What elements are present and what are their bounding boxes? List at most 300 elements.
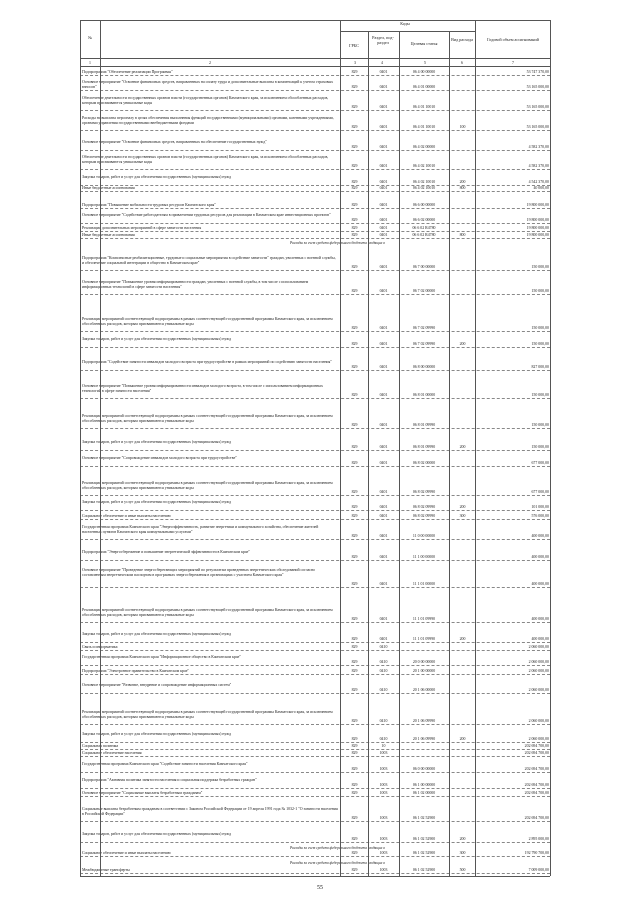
row-grbs: 829 xyxy=(351,581,358,586)
row-separator xyxy=(80,130,550,131)
row-grbs: 829 xyxy=(351,144,358,149)
row-vid: 200 xyxy=(459,504,466,509)
row-razdel: 1003 xyxy=(379,836,388,841)
row-vid: 200 xyxy=(459,636,466,641)
row-target: 06 6 02 00000 xyxy=(412,217,436,222)
row-separator xyxy=(80,223,550,224)
row-name: Социальное обеспечение и иные выплаты населению xyxy=(82,514,171,518)
row-grbs: 829 xyxy=(351,179,358,184)
row-grbs: 829 xyxy=(351,423,358,428)
row-target: 06 1 02 52900 xyxy=(412,836,436,841)
row-razdel: 0401 xyxy=(379,70,388,74)
row-target: 06 8 02 00000 xyxy=(412,460,436,465)
row-grbs: 829 xyxy=(351,70,358,74)
row-separator xyxy=(80,110,550,111)
grid-hline xyxy=(80,876,550,877)
row-separator xyxy=(80,724,550,725)
row-name: Реализация мероприятий соответствующей подпрограммы в рамках соответствующей государственной программы Камчатского края, за исключением обособленных расходов, которым присваиваются уникальные коды xyxy=(82,710,333,719)
row-name: Расходы на выплаты персоналу в целях обеспечения выполнения функций государственными (муниципальными) органами, казенными учреждениями, органами управления государственными внебюджетными фондами xyxy=(82,116,334,125)
row-name: Государственная программа Камчатского края "Содействие занятости населения Камчатского края" xyxy=(82,762,248,766)
row-vid: 200 xyxy=(459,179,466,184)
federal-funds-note: Расходы за счет средств федерального бюджета входящих в xyxy=(290,861,385,865)
row-target: 06 1 02 52900 xyxy=(412,816,436,821)
row-target: 20 1 06 09990 xyxy=(412,736,436,741)
row-target: 06 1 00 00000 xyxy=(412,782,436,787)
row-amount: 202 694 700,00 xyxy=(524,766,549,771)
row-target: 06 8 02 09990 xyxy=(412,514,436,518)
row-razdel: 0401 xyxy=(379,186,388,190)
row-target: 06 6 00 00000 xyxy=(412,203,436,207)
colnum-2: 2 xyxy=(209,61,211,65)
row-separator xyxy=(80,466,550,467)
row-vid: 200 xyxy=(459,836,466,841)
row-amount: 400 000,00 xyxy=(531,554,549,559)
row-separator xyxy=(80,238,550,239)
colnum-6: 6 xyxy=(461,61,463,65)
row-razdel: 1003 xyxy=(379,766,388,771)
row-grbs: 829 xyxy=(351,659,358,664)
row-separator xyxy=(80,495,550,496)
row-target: 06 1 02 00000 xyxy=(412,791,436,795)
federal-funds-note: Расходы за счет средств федерального бюджета входящих в xyxy=(290,846,385,850)
row-separator xyxy=(80,75,550,76)
row-razdel: 0410 xyxy=(379,659,388,664)
row-target: 06 6 02 R4780 xyxy=(412,226,436,230)
row-name: Закупка товаров, работ и услуг для обеспечения государственных (муниципальных) нужд xyxy=(82,732,232,736)
row-name: Социальные выплаты безработным гражданам в соответствии с Законом Российской Федерации от 19 апреля 1991 года № 1032-1 "О занятости населения в Российской Федерации" xyxy=(82,807,338,816)
row-vid: 200 xyxy=(459,736,466,741)
row-target: 06 7 00 00000 xyxy=(412,265,436,270)
page-number: 55 xyxy=(317,885,323,891)
grid-vline xyxy=(340,20,341,876)
row-grbs: 829 xyxy=(351,836,358,841)
row-grbs: 829 xyxy=(351,744,358,748)
row-amount: 53 747 370,00 xyxy=(526,70,549,74)
row-target: 20 1 06 09990 xyxy=(412,719,436,724)
row-amount: 19 800 000,00 xyxy=(526,233,549,237)
grid-vline xyxy=(80,20,81,876)
row-grbs: 829 xyxy=(351,341,358,346)
row-grbs: 829 xyxy=(351,617,358,622)
row-separator xyxy=(80,622,550,623)
row-grbs: 829 xyxy=(351,816,358,821)
row-name: Связь и информатика xyxy=(82,645,118,649)
row-amount: 2 895 000,00 xyxy=(528,836,549,841)
row-target: 06 4 01 00000 xyxy=(412,84,436,89)
row-target: 06 4 02 10010 xyxy=(412,164,436,169)
row-grbs: 829 xyxy=(351,217,358,222)
row-separator xyxy=(80,450,550,451)
row-grbs: 829 xyxy=(351,645,358,649)
row-name: Закупка товаров, работ и услуг для обеспечения государственных (муниципальных) нужд xyxy=(82,337,232,341)
row-grbs: 829 xyxy=(351,669,358,673)
row-name: Государственная программа Камчатского края "Энергоэффективность, развитие энергетики и коммунального хозяйства, обеспечение жителей населенных пунктов Камчатского края коммунальными услугами" xyxy=(82,525,319,534)
row-target: 06 8 02 09990 xyxy=(412,504,436,509)
grid-vline xyxy=(449,31,450,876)
row-grbs: 829 xyxy=(351,265,358,270)
row-amount: 400 000,00 xyxy=(531,534,549,539)
row-grbs: 829 xyxy=(351,636,358,641)
row-grbs: 829 xyxy=(351,84,358,89)
row-vid: 800 xyxy=(459,233,466,237)
row-separator xyxy=(80,650,550,651)
row-separator xyxy=(80,873,550,874)
colnum-7: 7 xyxy=(512,61,514,65)
row-target: 06 7 02 09990 xyxy=(412,326,436,331)
row-grbs: 829 xyxy=(351,868,358,872)
row-grbs: 829 xyxy=(351,233,358,237)
row-target: 06 7 02 09990 xyxy=(412,341,436,346)
row-razdel: 0401 xyxy=(379,490,388,495)
row-amount: 400 000,00 xyxy=(531,581,549,586)
federal-funds-note: Расходы за счет средств федерального бюджета входящих в xyxy=(290,241,385,245)
row-target: 06 8 00 00000 xyxy=(412,364,436,369)
row-amount: 19 800 000,00 xyxy=(526,226,549,230)
grid-vline xyxy=(100,20,101,876)
row-name: Закупка товаров, работ и услуг для обеспечения государственных (муниципальных) нужд xyxy=(82,632,232,636)
row-grbs: 829 xyxy=(351,719,358,724)
row-target: 06 4 02 10010 xyxy=(412,186,436,190)
grid-hline xyxy=(80,66,550,67)
row-amount: 202 694 700,00 xyxy=(524,816,549,821)
row-razdel: 0410 xyxy=(379,645,388,649)
row-amount: 2 060 000,00 xyxy=(528,645,549,649)
row-razdel: 0401 xyxy=(379,125,388,130)
row-name: Закупка товаров, работ и услуг для обеспечения государственных (муниципальных) нужд xyxy=(82,832,232,836)
row-separator xyxy=(80,191,550,192)
row-name: Подпрограмма "Содействие занятости инвалидов молодого возраста при трудоустройстве в рамках мероприятий по содействию занятости населения" xyxy=(82,360,332,364)
row-target: 20 1 00 00000 xyxy=(412,669,436,673)
row-name: Подпрограмма "Обеспечение реализации Программы" xyxy=(82,70,173,74)
row-amount: 150 000,00 xyxy=(531,444,549,449)
row-grbs: 829 xyxy=(351,125,358,130)
row-target: 11 1 01 09990 xyxy=(412,617,436,622)
row-name: Основное мероприятие "Освоение финансовых средств, направленных на оплату труда и дополнительные выплаты в компенсаций к учетом страховых взносов" xyxy=(82,80,334,89)
row-amount: 4 542 370,00 xyxy=(528,179,549,184)
grid-hline xyxy=(80,58,550,59)
row-amount: 202 694 700,00 xyxy=(524,751,549,755)
row-separator xyxy=(80,788,550,789)
row-amount: 150 000,00 xyxy=(531,289,549,294)
row-target: 06 4 01 10010 xyxy=(412,125,436,130)
row-amount: 19 800 000,00 xyxy=(526,203,549,207)
row-name: Основное мероприятие "Повышение уровня информированности инвалидов молодого возраста, в том числе с использованием информационных технологий в сфере занятости населения" xyxy=(82,384,323,393)
row-razdel: 0401 xyxy=(379,341,388,346)
row-separator xyxy=(80,642,550,643)
row-amount: 150 000,00 xyxy=(531,326,549,331)
row-separator xyxy=(80,370,550,371)
row-amount: 2 060 000,00 xyxy=(528,669,549,673)
row-razdel: 0401 xyxy=(379,504,388,509)
row-grbs: 829 xyxy=(351,490,358,495)
row-grbs: 829 xyxy=(351,534,358,539)
row-separator xyxy=(80,693,550,694)
row-amount: 2 060 000,00 xyxy=(528,687,549,692)
row-razdel: 0401 xyxy=(379,534,388,539)
row-separator xyxy=(80,674,550,675)
row-grbs: 829 xyxy=(351,186,358,190)
row-grbs: 829 xyxy=(351,851,358,855)
row-separator xyxy=(80,539,550,540)
row-grbs: 829 xyxy=(351,766,358,771)
row-separator xyxy=(80,398,550,399)
row-razdel: 1003 xyxy=(379,816,388,821)
row-vid: 500 xyxy=(459,868,466,872)
row-grbs: 829 xyxy=(351,164,358,169)
row-amount: 192 790 700,00 xyxy=(524,851,549,855)
row-razdel: 1003 xyxy=(379,868,388,872)
row-name: Закупка товаров, работ и услуг для обеспечения государственных (муниципальных) нужд xyxy=(82,440,232,444)
row-name: Реализация мероприятий соответствующей подпрограммы в рамках соответствующей государственной программы Камчатского края, за исключением обособленных расходов, которым присваиваются уникальные коды xyxy=(82,317,333,326)
row-name: Основное мероприятие "Проведение энергосберегающих мероприятий по результатам проведенных энергетических обследований согласно составленным энергетическим паспортам в программах энергосбережения в организациях с участием Камчатского края" xyxy=(82,568,316,577)
row-grbs: 829 xyxy=(351,444,358,449)
row-separator xyxy=(80,796,550,797)
grid-vline xyxy=(550,20,551,876)
colnum-1: 1 xyxy=(89,61,91,65)
colnum-5: 5 xyxy=(424,61,426,65)
grid-hline xyxy=(80,20,550,21)
row-separator xyxy=(80,772,550,773)
row-separator xyxy=(80,665,550,666)
row-separator xyxy=(80,331,550,332)
row-razdel: 0401 xyxy=(379,393,388,398)
row-amount: 40 000,00 xyxy=(533,186,549,190)
row-target: 06 4 02 10010 xyxy=(412,179,436,184)
row-razdel: 0401 xyxy=(379,444,388,449)
row-amount: 53 165 000,00 xyxy=(526,105,549,110)
row-amount: 101 000,00 xyxy=(531,504,549,509)
row-name: Подпрограмма "Энергосбережение и повышение энергетической эффективности в Камчатском крае" xyxy=(82,550,250,554)
row-target: 11 1 01 09990 xyxy=(412,636,436,641)
row-separator xyxy=(80,587,550,588)
row-separator xyxy=(80,842,550,843)
grid-vline xyxy=(399,31,400,876)
row-razdel: 0401 xyxy=(379,423,388,428)
row-amount: 7 009 000,00 xyxy=(528,868,549,872)
row-amount: 53 165 000,00 xyxy=(526,125,549,130)
row-separator xyxy=(80,270,550,271)
row-name: Подпрограмма "Комплексные реабилитационные, трудовые и социальные мероприятия в содействие занятости" граждан, уволенных с военной службы, и обеспечение социальной интеграции в общество в Камчатском крае" xyxy=(82,256,336,265)
row-amount: 2 060 000,00 xyxy=(528,659,549,664)
row-razdel: 1003 xyxy=(379,782,388,787)
row-vid: 200 xyxy=(459,444,466,449)
row-amount: 2 060 000,00 xyxy=(528,719,549,724)
row-grbs: 829 xyxy=(351,687,358,692)
row-separator xyxy=(80,294,550,295)
row-name: Обеспечение деятельности государственных органов власти (государственных органов) Камчатского края, за исключением обособленных расходов, которым присваиваются уникальные коды xyxy=(82,96,329,105)
row-grbs: 829 xyxy=(351,326,358,331)
row-razdel: 0401 xyxy=(379,144,388,149)
row-target: 06 4 01 10010 xyxy=(412,105,436,110)
row-amount: 150 000,00 xyxy=(531,423,549,428)
row-razdel: 0401 xyxy=(379,226,388,230)
row-razdel: 0401 xyxy=(379,326,388,331)
row-razdel: 1003 xyxy=(379,851,388,855)
header-razdel: Раздел, под-раздел xyxy=(372,36,394,45)
row-vid: 800 xyxy=(459,186,466,190)
row-razdel: 1003 xyxy=(379,751,388,755)
row-razdel: 0401 xyxy=(379,265,388,270)
row-target: 11 0 00 00000 xyxy=(412,534,436,539)
row-grbs: 829 xyxy=(351,289,358,294)
row-grbs: 829 xyxy=(351,782,358,787)
row-name: Подпрограмма "Активная политика занятости населения и социальная поддержка безработных граждан" xyxy=(82,778,257,782)
row-razdel: 0401 xyxy=(379,164,388,169)
row-amount: 53 165 000,00 xyxy=(526,84,549,89)
row-grbs: 829 xyxy=(351,364,358,369)
row-grbs: 829 xyxy=(351,514,358,518)
row-name: Реализация мероприятий соответствующей подпрограммы в рамках соответствующей государственной программы Камчатского края, за исключением обособленных расходов, которым присваиваются уникальные коды xyxy=(82,608,333,617)
row-target: 06 6 02 R4780 xyxy=(412,233,436,237)
row-separator xyxy=(80,150,550,151)
row-grbs: 829 xyxy=(351,554,358,559)
row-name: Основное мероприятие "Освоение финансовых средств, направленных на обеспечение государственных нужд" xyxy=(82,140,267,144)
row-grbs: 829 xyxy=(351,203,358,207)
row-separator xyxy=(80,169,550,170)
row-target: 06 4 02 00000 xyxy=(412,144,436,149)
row-razdel: 0410 xyxy=(379,669,388,673)
grid-vline xyxy=(368,31,369,876)
row-amount: 827 000,00 xyxy=(531,364,549,369)
row-name: Подпрограмма "Повышение мобильности трудовых ресурсов Камчатского края" xyxy=(82,203,216,207)
row-amount: 150 000,00 xyxy=(531,265,549,270)
row-target: 11 1 01 00000 xyxy=(412,581,436,586)
row-grbs: 829 xyxy=(351,791,358,795)
row-name: Основное мероприятие "Социальные выплаты безработным гражданам" xyxy=(82,791,203,795)
row-name: Реализация мероприятий соответствующей подпрограммы в рамках соответствующей государственной программы Камчатского края, за исключением обособленных расходов, которым присваиваются уникальные коды xyxy=(82,414,333,423)
row-razdel: 0401 xyxy=(379,203,388,207)
row-target: 20 1 06 00000 xyxy=(412,687,436,692)
row-separator xyxy=(80,821,550,822)
row-separator xyxy=(80,519,550,520)
row-separator xyxy=(80,856,550,857)
row-amount: 400 000,00 xyxy=(531,636,549,641)
row-name: Основное мероприятие "Развитие, внедрение и сопровождение информационных систем" xyxy=(82,683,232,687)
row-grbs: 829 xyxy=(351,751,358,755)
row-name: Закупка товаров, работ и услуг для обеспечения государственных (муниципальных) нужд xyxy=(82,500,232,504)
header-grbs: ГРБС xyxy=(349,44,359,48)
row-razdel: 1003 xyxy=(379,791,388,795)
header-target: Целевая статья xyxy=(410,42,438,46)
row-target: 20 0 00 00000 xyxy=(412,659,436,664)
row-grbs: 829 xyxy=(351,460,358,465)
row-separator xyxy=(80,347,550,348)
row-amount: 400 000,00 xyxy=(531,617,549,622)
row-razdel: 0410 xyxy=(379,736,388,741)
row-separator xyxy=(80,756,550,757)
row-razdel: 0401 xyxy=(379,217,388,222)
row-razdel: 0401 xyxy=(379,636,388,641)
row-razdel: 0401 xyxy=(379,617,388,622)
row-amount: 677 000,00 xyxy=(531,490,549,495)
row-razdel: 0401 xyxy=(379,514,388,518)
grid-vline xyxy=(475,20,476,876)
row-separator xyxy=(80,510,550,511)
row-amount: 4 582 370,00 xyxy=(528,164,549,169)
header-codes: Коды xyxy=(400,22,410,26)
row-razdel: 0401 xyxy=(379,554,388,559)
row-razdel: 0410 xyxy=(379,719,388,724)
colnum-4: 4 xyxy=(381,61,383,65)
row-amount: 202 694 700,00 xyxy=(524,744,549,748)
row-amount: 19 800 000,00 xyxy=(526,217,549,222)
row-name: Социальное обеспечение населения xyxy=(82,751,142,755)
row-razdel: 0401 xyxy=(379,179,388,184)
row-target: 06 8 02 09990 xyxy=(412,490,436,495)
row-vid: 300 xyxy=(459,514,466,518)
row-name: Иные бюджетные ассигнования xyxy=(82,186,135,190)
row-target: 06 1 02 52900 xyxy=(412,868,436,872)
row-razdel: 0401 xyxy=(379,233,388,237)
row-target: 11 1 00 00000 xyxy=(412,554,436,559)
row-target: 06 0 00 00000 xyxy=(412,766,436,771)
row-separator xyxy=(80,742,550,743)
row-razdel: 10 xyxy=(381,744,386,748)
row-razdel: 0401 xyxy=(379,581,388,586)
row-razdel: 0401 xyxy=(379,460,388,465)
row-vid: 300 xyxy=(459,851,466,855)
row-amount: 150 000,00 xyxy=(531,393,549,398)
row-amount: 2 060 000,00 xyxy=(528,736,549,741)
row-name: Государственная программа Камчатского края "Информационное общество в Камчатском крае" xyxy=(82,655,241,659)
row-razdel: 0401 xyxy=(379,105,388,110)
row-separator xyxy=(80,560,550,561)
row-razdel: 0401 xyxy=(379,289,388,294)
row-amount: 576 000,00 xyxy=(531,514,549,518)
row-name: Социальное обеспечение и иные выплаты населению xyxy=(82,851,171,855)
row-razdel: 0401 xyxy=(379,364,388,369)
row-name: Закупка товаров, работ и услуг для обеспечения государственных (муниципальных) нужд xyxy=(82,175,232,179)
row-name: Основное мероприятие "Сопровождение инвалидов молодого возраста при трудоустройстве" xyxy=(82,456,237,460)
row-separator xyxy=(80,428,550,429)
row-grbs: 829 xyxy=(351,504,358,509)
row-razdel: 0410 xyxy=(379,687,388,692)
row-amount: 202 694 700,00 xyxy=(524,782,549,787)
row-amount: 4 582 370,00 xyxy=(528,144,549,149)
header-num: № xyxy=(88,36,92,40)
row-vid: 200 xyxy=(459,341,466,346)
row-target: 06 4 00 00000 xyxy=(412,70,436,74)
row-amount: 150 000,00 xyxy=(531,341,549,346)
row-name: Иные бюджетные ассигнования xyxy=(82,233,135,237)
row-grbs: 829 xyxy=(351,736,358,741)
row-separator xyxy=(80,208,550,209)
row-name: Межбюджетные трансферты xyxy=(82,868,130,872)
row-vid: 100 xyxy=(459,125,466,130)
row-target: 06 8 01 00000 xyxy=(412,393,436,398)
row-separator xyxy=(80,90,550,91)
header-amount: Годовой объем ассигнований xyxy=(487,38,539,42)
colnum-3: 3 xyxy=(354,61,356,65)
row-target: 06 7 02 00000 xyxy=(412,289,436,294)
row-name: Социальная политика xyxy=(82,744,119,748)
row-name: Подпрограмма "Электронное правительство в Камчатском крае" xyxy=(82,669,190,673)
row-razdel: 0401 xyxy=(379,84,388,89)
row-name: Основное мероприятие "Повышение уровня информированности граждан, уволенных с военной службы, в том числе с использованием информационных технологий в сфере занятости населения" xyxy=(82,280,309,289)
row-target: 06 8 01 09990 xyxy=(412,444,436,449)
row-name: Реализация мероприятий соответствующей подпрограммы в рамках соответствующей государственной программы Камчатского края, за исключением обособленных расходов, которым присваиваются уникальные коды xyxy=(82,481,333,490)
row-grbs: 829 xyxy=(351,105,358,110)
row-amount: 202 694 700,00 xyxy=(524,791,549,795)
row-target: 06 8 01 09990 xyxy=(412,423,436,428)
row-amount: 677 000,00 xyxy=(531,460,549,465)
row-name: Основное мероприятие "Содействие работодателям в привлечении трудовых ресурсов для реализации в Камчатском крае инвестиционных проектов" xyxy=(82,213,331,217)
row-grbs: 829 xyxy=(351,393,358,398)
grid-hline xyxy=(340,31,475,32)
row-name: Реализация дополнительных мероприятий в сфере занятости населения xyxy=(82,226,202,230)
row-target: 06 1 02 52900 xyxy=(412,851,436,855)
header-vid: Вид расхода xyxy=(451,38,473,42)
